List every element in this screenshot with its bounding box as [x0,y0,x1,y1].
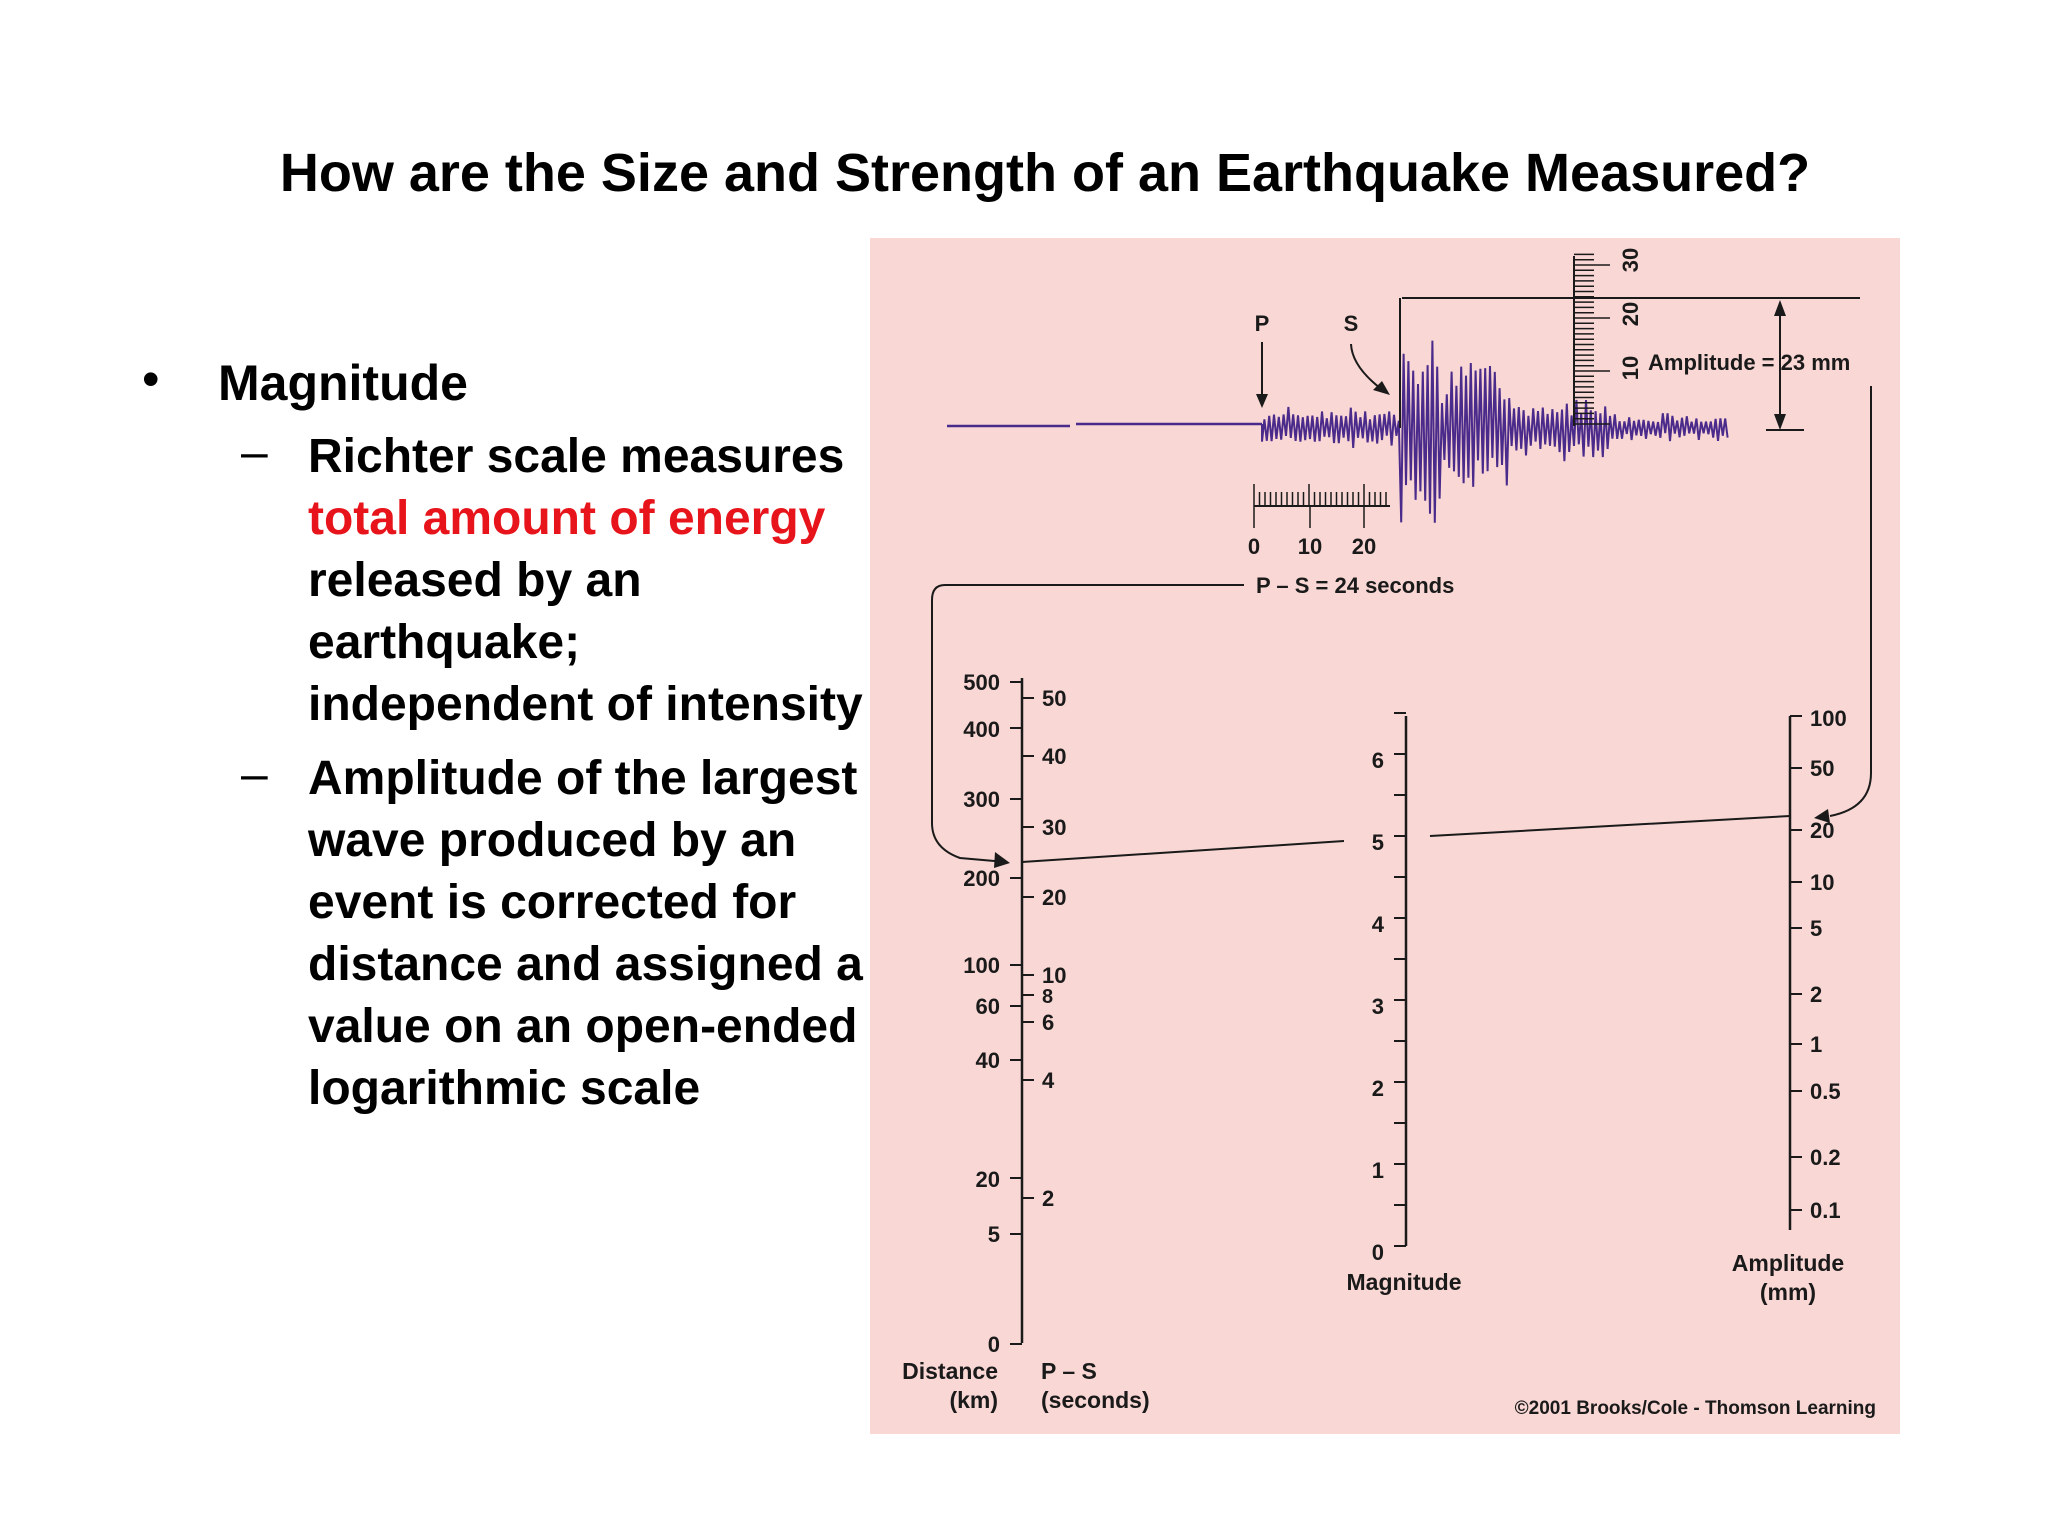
ps-tick-10: 10 [1042,963,1067,988]
amplitude-axis-unit: (mm) [1759,1279,1817,1305]
ps-tick-50: 50 [1042,686,1067,711]
magnitude-tick-2: 2 [1371,1076,1384,1101]
richter-text-end: released by an earthquake; independent of intensity [308,554,863,731]
distance-tick-0: 0 [987,1332,1000,1357]
ps-tick-8: 8 [1042,986,1054,1008]
magnitude-tick-4: 4 [1371,912,1384,937]
distance-tick-200: 200 [963,866,1000,891]
time-tick-20: 20 [1351,534,1377,559]
ps-seconds-label: P – S = 24 seconds [1256,573,1455,598]
p-wave-label: P [1254,311,1270,336]
magnitude-tick-1: 1 [1371,1158,1384,1183]
s-wave-label: S [1343,311,1359,336]
richter-nomogram-figure [870,238,1900,1434]
amp-tick-20: 20 [1810,818,1835,843]
distance-tick-300: 300 [963,787,1000,812]
copyright-notice: ©2001 Brooks/Cole - Thomson Learning [1514,1398,1876,1419]
ps-axis-title: P – S [1041,1358,1097,1384]
bullet-list [140,352,900,1120]
amp-tick-0-2: 0.2 [1810,1145,1841,1170]
ps-tick-30: 30 [1042,815,1067,840]
distance-tick-60: 60 [975,994,1000,1019]
bullet-magnitude-text: Magnitude [218,355,468,411]
sub-bullet-amplitude [140,748,868,1120]
bullet-dash: – [241,426,268,479]
distance-tick-500: 500 [963,670,1000,695]
magnitude-tick-5: 5 [1371,830,1384,855]
ruler-label-10: 10 [1618,355,1643,381]
magnitude-tick-6: 6 [1371,748,1384,773]
distance-tick-100: 100 [963,953,1000,978]
distance-axis-title: Distance [902,1358,998,1384]
amplitude-measure-label: Amplitude = 23 mm [1648,350,1851,375]
amp-tick-2: 2 [1810,982,1823,1007]
magnitude-axis-title: Magnitude [1346,1269,1462,1295]
ps-tick-6: 6 [1042,1010,1055,1035]
sub-bullet-richter [140,426,868,736]
distance-axis-unit: (km) [949,1387,998,1413]
ps-axis-unit: (seconds) [1041,1387,1150,1413]
slide-title: How are the Size and Strength of an Earthquake Measured? [279,143,1811,203]
amplitude-axis-title: Amplitude [1731,1250,1845,1276]
distance-tick-20: 20 [975,1167,1000,1192]
distance-tick-40: 40 [975,1048,1000,1073]
amp-tick-1: 1 [1810,1032,1823,1057]
amp-tick-100: 100 [1810,706,1847,731]
amp-tick-5: 5 [1810,916,1823,941]
amplitude-text: Amplitude of the largest wave produced by an event is corrected for distance and assigned a value on an open-ended logarithmic scale [308,752,863,1115]
magnitude-tick-3: 3 [1371,994,1384,1019]
distance-tick-5: 5 [987,1222,1000,1247]
ps-tick-20: 20 [1042,885,1067,910]
ps-tick-2: 2 [1042,1186,1055,1211]
time-tick-10: 10 [1297,534,1323,559]
amp-tick-50: 50 [1810,756,1835,781]
richter-text-start: Richter scale measures [308,430,845,483]
bullet-dash: – [241,748,268,801]
bullet-magnitude [140,352,900,414]
amp-tick-0-5: 0.5 [1810,1079,1841,1104]
time-tick-0: 0 [1247,534,1261,559]
richter-highlight: total amount of energy [308,492,826,545]
magnitude-tick-0: 0 [1371,1240,1384,1265]
amp-tick-10: 10 [1810,870,1835,895]
ps-tick-4: 4 [1042,1068,1055,1093]
ruler-label-30: 30 [1618,247,1643,273]
bullet-dot: • [142,351,160,407]
amp-tick-0-1: 0.1 [1810,1198,1841,1223]
distance-tick-400: 400 [963,717,1000,742]
nomogram-svg [870,238,1900,1434]
ruler-label-20: 20 [1618,301,1643,327]
ps-tick-40: 40 [1042,744,1067,769]
